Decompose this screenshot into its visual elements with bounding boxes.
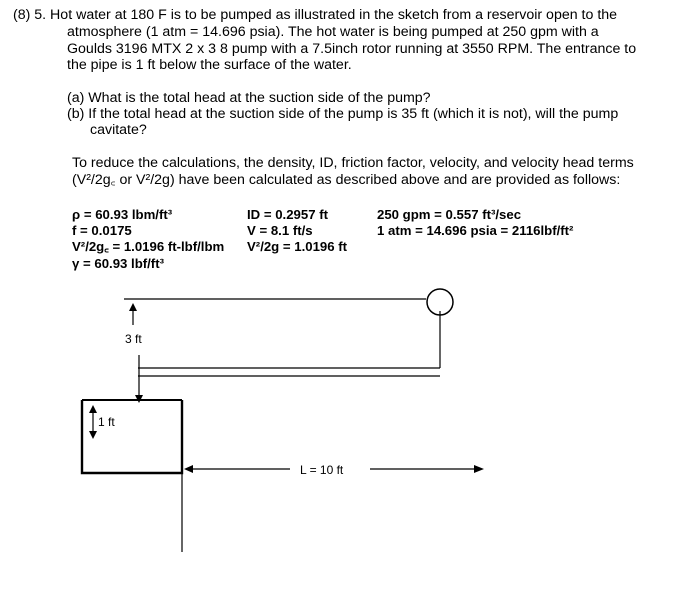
- arrowhead-length-left: [184, 465, 193, 473]
- reservoir-tank: [82, 400, 182, 473]
- arrowhead-length-right: [474, 465, 484, 473]
- question-a: (a) What is the total head at the suction side of the pump?: [67, 90, 431, 106]
- value-velocity-head-gc: V²/2g꜀ = 1.0196 ft-lbf/lbm: [72, 239, 225, 254]
- value-flow-conversion: 250 gpm = 0.557 ft³/sec: [377, 207, 522, 222]
- value-velocity-head: V²/2g = 1.0196 ft: [247, 239, 348, 254]
- label-length: L = 10 ft: [300, 463, 344, 477]
- note-line-1: To reduce the calculations, the density, ID, friction factor, velocity, and velocity head terms: [72, 155, 634, 171]
- problem-line-2: atmosphere (1 atm = 14.696 psia). The hot water is being pumped at 250 gpm with a: [67, 24, 599, 40]
- problem-line-4: the pipe is 1 ft below the surface of the water.: [67, 57, 352, 73]
- question-b-line-1: (b) If the total head at the suction side of the pump is 35 ft (which it is not), will the pump: [67, 106, 619, 122]
- value-density: ρ = 60.93 lbm/ft³: [72, 207, 173, 222]
- value-velocity: V = 8.1 ft/s: [247, 223, 313, 238]
- value-inner-diameter: ID = 0.2957 ft: [247, 207, 328, 222]
- arrowhead-1ft-up: [89, 405, 97, 413]
- arrowhead-3ft-up: [129, 303, 137, 311]
- problem-line-3: Goulds 3196 MTX 2 x 3 8 pump with a 7.5inch rotor running at 3550 RPM. The entrance to: [67, 41, 637, 57]
- question-b-line-2: cavitate?: [90, 122, 147, 138]
- value-friction-factor: f = 0.0175: [72, 223, 132, 238]
- problem-line-1: (8) 5. Hot water at 180 F is to be pumped as illustrated in the sketch from a reservoir open to the: [13, 7, 618, 23]
- label-3ft: 3 ft: [125, 332, 142, 346]
- arrowhead-1ft-down: [89, 431, 97, 439]
- note-line-2: (V²/2g꜀ or V²/2g) have been calculated as described above and are provided as follows:: [72, 172, 621, 188]
- value-atm-conversion: 1 atm = 14.696 psia = 2116lbf/ft²: [377, 223, 574, 238]
- value-specific-weight: γ = 60.93 lbf/ft³: [72, 256, 164, 271]
- label-1ft: 1 ft: [98, 415, 115, 429]
